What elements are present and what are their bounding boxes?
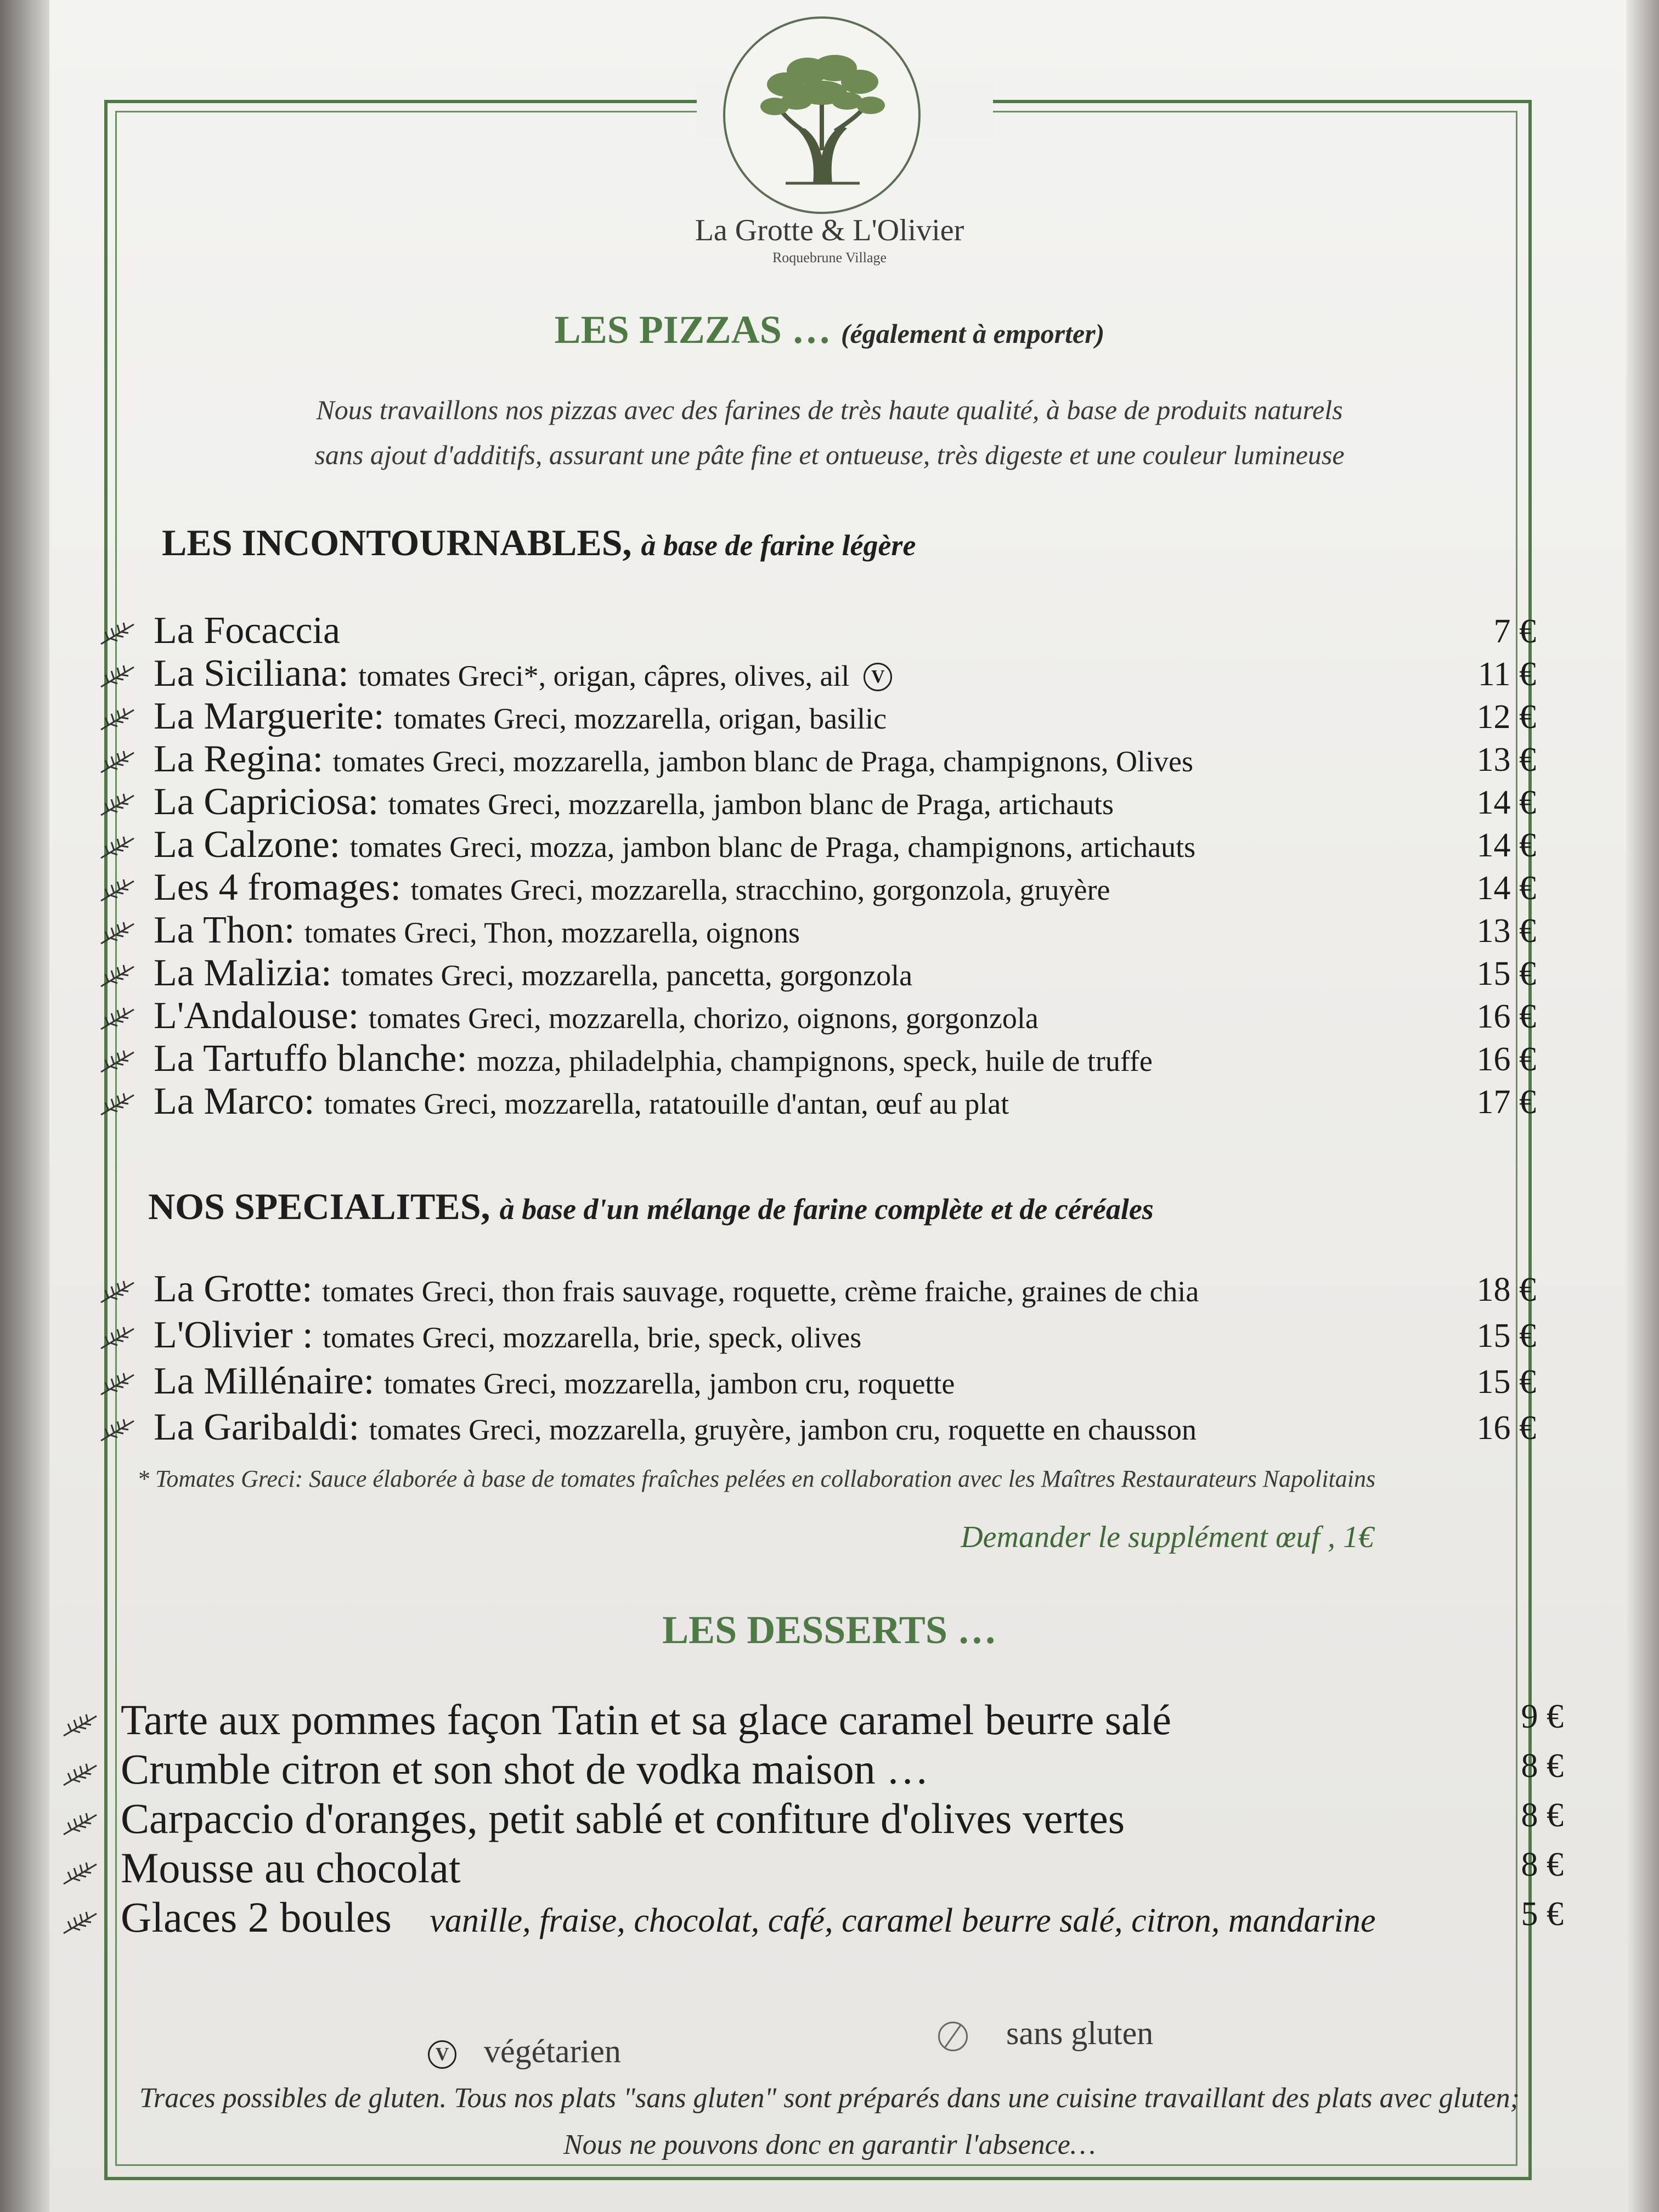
specialites-item <box>99 1313 1536 1357</box>
brand-name: La Grotte & L'Olivier <box>695 213 964 247</box>
olive-branch-icon <box>60 1761 101 1788</box>
item-price: 8 € <box>1521 1747 1564 1785</box>
item-name <box>154 1080 1009 1124</box>
item-title: La Garibaldi: <box>154 1406 360 1448</box>
item-price: 9 € <box>1521 1698 1564 1735</box>
specialites-item <box>99 1267 1536 1311</box>
specialites-title: NOS SPECIALITES, <box>148 1186 490 1227</box>
desserts-item <box>60 1695 1564 1748</box>
olive-branch-icon <box>99 1370 137 1398</box>
olive-tree-icon <box>723 16 921 214</box>
legend-gluten-free-label: sans gluten <box>1006 2015 1154 2051</box>
item-price: 7 € <box>1493 613 1536 650</box>
olive-branch-icon <box>99 1324 137 1352</box>
item-title: Carpaccio d'oranges, petit sablé et confiture d'olives vertes <box>121 1795 1125 1842</box>
vegetarian-icon: V <box>428 2040 456 2069</box>
olive-branch-icon <box>99 834 137 861</box>
incontournables-item <box>99 1080 1536 1124</box>
item-name <box>121 1893 1376 1942</box>
incontournables-item <box>99 1037 1536 1081</box>
item-price: 14 € <box>1476 870 1536 907</box>
item-title: La Millénaire: <box>154 1360 375 1402</box>
specialites-heading <box>148 1185 1154 1228</box>
item-name <box>154 1313 861 1357</box>
item-price: 15 € <box>1476 1317 1536 1355</box>
olive-branch-icon <box>99 748 137 776</box>
specialites-item <box>99 1359 1536 1403</box>
item-price: 8 € <box>1521 1797 1564 1834</box>
incontournables-subtitle: à base de farine légère <box>641 529 916 562</box>
olive-branch-icon <box>60 1810 101 1838</box>
item-name <box>154 1267 1199 1311</box>
item-description: tomates Greci, mozza, jambon blanc de Praga, champignons, artichauts <box>349 831 1196 864</box>
olive-branch-icon <box>99 663 137 690</box>
item-description: mozza, philadelphia, champignons, speck, huile de truffe <box>477 1045 1153 1077</box>
item-name <box>154 866 1110 910</box>
incontournables-item <box>99 823 1536 867</box>
incontournables-item <box>99 652 1536 696</box>
pizzas-intro-line2: sans ajout d'additifs, assurant une pâte fine et ontueuse, très digeste et une couleur lumineuse <box>314 439 1345 470</box>
item-description: tomates Greci, mozzarella, brie, speck, olives <box>323 1321 862 1354</box>
item-title: La Capriciosa: <box>154 781 379 823</box>
specialites-subtitle: à base d'un mélange de farine complète et de céréales <box>499 1193 1154 1226</box>
incontournables-item <box>99 951 1536 995</box>
incontournables-item <box>99 695 1536 738</box>
item-title: La Grotte: <box>154 1268 313 1310</box>
olive-branch-icon <box>60 1712 101 1739</box>
item-title: Tarte aux pommes façon Tatin et sa glace caramel beurre salé <box>121 1696 1172 1743</box>
specialites-item <box>99 1406 1536 1449</box>
desserts-section-title: LES DESSERTS … <box>662 1608 997 1652</box>
incontournables-item <box>99 737 1536 781</box>
vegetarian-icon: V <box>864 663 892 691</box>
olive-branch-icon <box>99 620 137 647</box>
gluten-free-icon <box>938 2022 968 2051</box>
item-price: 14 € <box>1476 784 1536 821</box>
item-price: 15 € <box>1476 1363 1536 1401</box>
legend-gluten-free <box>938 2015 1153 2052</box>
olive-branch-icon <box>99 919 137 947</box>
item-description: tomates Greci, mozzarella, gruyère, jambon cru, roquette en chausson <box>369 1413 1197 1446</box>
item-description: vanille, fraise, chocolat, café, caramel beurre salé, citron, mandarine <box>430 1902 1376 1939</box>
desserts-item <box>60 1843 1564 1896</box>
item-name <box>154 951 912 995</box>
item-title: La Regina: <box>154 738 324 780</box>
item-name <box>154 1037 1153 1081</box>
item-title: La Tartuffo blanche: <box>154 1037 467 1080</box>
brand-subtitle: Roquebrune Village <box>772 250 887 266</box>
item-price: 13 € <box>1476 912 1536 950</box>
olive-branch-icon <box>60 1909 101 1937</box>
item-description: tomates Greci, mozzarella, origan, basilic <box>393 702 887 735</box>
item-description: tomates Greci, mozzarella, jambon blanc de Praga, champignons, Olives <box>332 745 1194 778</box>
item-title: L'Andalouse: <box>154 995 359 1037</box>
item-price: 11 € <box>1477 656 1536 693</box>
item-name <box>154 609 340 653</box>
item-name <box>154 823 1195 867</box>
olive-branch-icon <box>99 706 137 733</box>
item-title: La Marguerite: <box>154 695 385 737</box>
item-description: tomates Greci, Thon, mozzarella, oignons <box>304 916 800 949</box>
item-name <box>121 1695 1199 1745</box>
item-price: 18 € <box>1476 1271 1536 1308</box>
incontournables-item <box>99 994 1536 1038</box>
item-description: tomates Greci, mozzarella, pancetta, gorgonzola <box>341 959 913 992</box>
item-name <box>154 737 1193 781</box>
desserts-item <box>60 1794 1564 1847</box>
pizzas-intro-line1: Nous travaillons nos pizzas avec des farines de très haute qualité, à base de produits naturels <box>316 394 1343 425</box>
pizzas-title-note: (également à emporter) <box>840 318 1105 349</box>
item-title: L'Olivier : <box>154 1314 313 1356</box>
item-title: La Thon: <box>154 909 295 951</box>
item-name <box>154 780 1114 824</box>
incontournables-item <box>99 609 1536 653</box>
pizzas-title-text: LES PIZZAS … <box>554 308 831 352</box>
tomates-greci-footnote: * Tomates Greci: Sauce élaborée à base de tomates fraîches pelées en collaboration avec les Maîtres Restaurateurs Napolitains <box>137 1465 1376 1492</box>
item-title: Mousse au chocolat <box>121 1844 461 1892</box>
item-name <box>154 909 800 952</box>
item-price: 5 € <box>1521 1895 1564 1933</box>
item-price: 16 € <box>1476 998 1536 1035</box>
incontournables-item <box>99 909 1536 952</box>
item-title: La Calzone: <box>154 823 341 866</box>
item-title: Crumble citron et son shot de vodka maison … <box>121 1745 929 1793</box>
olive-branch-icon <box>99 1278 137 1306</box>
item-name <box>121 1794 1152 1843</box>
pizzas-section-title <box>0 307 1659 353</box>
item-price: 8 € <box>1521 1846 1564 1883</box>
incontournables-title: LES INCONTOURNABLES, <box>162 522 632 563</box>
item-title: La Marco: <box>154 1080 315 1122</box>
item-description: tomates Greci, mozzarella, chorizo, oignons, gorgonzola <box>368 1002 1039 1035</box>
item-price: 15 € <box>1476 955 1536 992</box>
item-title: La Focaccia <box>154 610 341 652</box>
item-title: La Malizia: <box>154 952 332 994</box>
incontournables-heading <box>162 521 916 565</box>
item-description: tomates Greci, mozzarella, jambon blanc de Praga, artichauts <box>388 788 1114 821</box>
olive-branch-icon <box>60 1860 101 1887</box>
item-title: La Siciliana: <box>154 652 349 695</box>
desserts-item <box>60 1745 1564 1797</box>
item-name <box>121 1843 488 1893</box>
legend-vegetarian-label: végétarien <box>484 2033 621 2069</box>
olive-branch-icon <box>99 1048 137 1075</box>
egg-supplement-note: Demander le supplément œuf , 1€ <box>961 1520 1374 1554</box>
item-title: Glaces 2 boules <box>121 1893 392 1941</box>
item-price: 14 € <box>1476 827 1536 864</box>
incontournables-item <box>99 866 1536 910</box>
item-name <box>154 695 887 738</box>
olive-branch-icon <box>99 1417 137 1444</box>
legend-vegetarian <box>428 2033 621 2070</box>
olive-branch-icon <box>99 1091 137 1118</box>
item-description: tomates Greci, mozzarella, ratatouille d'antan, œuf au plat <box>324 1087 1009 1120</box>
item-name <box>154 1359 955 1403</box>
gluten-traces-line1: Traces possibles de gluten. Tous nos plats "sans gluten" sont préparés dans une cuisine travaillant des plats avec gluten; <box>139 2083 1520 2114</box>
olive-branch-icon <box>99 791 137 819</box>
olive-branch-icon <box>99 1005 137 1032</box>
item-description: tomates Greci, mozzarella, stracchino, gorgonzola, gruyère <box>410 873 1110 906</box>
item-price: 12 € <box>1476 698 1536 736</box>
item-price: 13 € <box>1476 741 1536 778</box>
item-title: Les 4 fromages: <box>154 866 401 909</box>
item-price: 16 € <box>1476 1409 1536 1447</box>
item-name <box>154 652 892 696</box>
item-price: 16 € <box>1476 1041 1536 1078</box>
item-name <box>154 1406 1197 1449</box>
item-price: 17 € <box>1476 1084 1536 1121</box>
item-description: tomates Greci*, origan, câpres, olives, ail <box>358 659 850 692</box>
item-description: tomates Greci, mozzarella, jambon cru, roquette <box>383 1367 955 1400</box>
olive-branch-icon <box>99 877 137 904</box>
item-description: tomates Greci, thon frais sauvage, roquette, crème fraiche, graines de chia <box>322 1275 1199 1308</box>
olive-branch-icon <box>99 962 137 990</box>
item-name <box>154 994 1039 1038</box>
desserts-item <box>60 1893 1564 1945</box>
item-name <box>121 1745 956 1794</box>
gluten-traces-line2: Nous ne pouvons donc en garantir l'absence… <box>563 2129 1096 2160</box>
incontournables-item <box>99 780 1536 824</box>
